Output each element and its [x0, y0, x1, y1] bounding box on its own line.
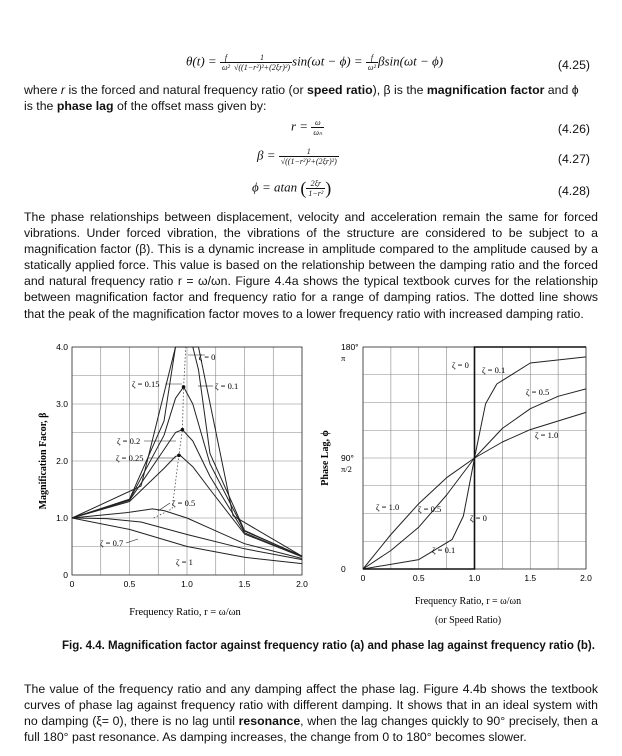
x-axis-label: Frequency Ratio, r = ω/ωn	[129, 607, 241, 618]
x-axis-sublabel: (or Speed Ratio)	[434, 615, 502, 626]
theta-mid: sin(ωt − ϕ) =	[292, 53, 363, 69]
x-tick-label: 0	[69, 579, 75, 589]
x-tick-label: 0.5	[412, 573, 425, 583]
x-tick-label: 0	[360, 573, 366, 583]
annotation-leader	[158, 503, 170, 511]
equation-4-25	[186, 53, 443, 72]
peak-marker	[177, 454, 181, 458]
x-tick-label: 1.5	[238, 579, 251, 589]
beta-fraction: $\frac{1}{\text{√((1−r²)²+(2ξr)²)}}$	[280, 147, 337, 166]
zeta-annotation: ζ = 0.7	[100, 538, 124, 548]
body-paragraph-2: The value of the frequency ratio and any damping affect the phase lag. Figure 4.4b shows the textbook curves of phase lag against frequency ratio with different damping. It shows that in an ideal system with no damping (ξ= 0), there is no lag until resonance, when the lag changes quickly to 90° precisely, then a full 180° past resonance. As damping increases, the change from 0 to 180° becomes slower.	[24, 682, 598, 745]
chart-phase-lag	[320, 342, 592, 626]
zeta-annotation: ζ = 0	[198, 352, 216, 362]
x-tick-label: 1.0	[181, 579, 193, 589]
zeta-annotation: ζ = 1	[176, 557, 193, 567]
y-tick-label: 1.0	[56, 513, 68, 523]
zeta-annotation: ζ = 0.1	[482, 365, 506, 375]
zeta-annotation: ζ = 0.2	[117, 436, 141, 446]
phi-fraction: $\frac{2\xi r}{\text{1−r²}}$	[308, 179, 324, 198]
zeta-annotation: ζ = 0.25	[116, 453, 144, 463]
figure-caption: Fig. 4.4. Magnification factor against frequency ratio (a) and phase lag against frequency ratio (b).	[62, 640, 595, 652]
y-tick-label: 90°	[341, 453, 354, 463]
peak-marker	[181, 428, 185, 432]
omega-over-omega-n: $\frac{\omega}{\text{ωₙ}}$	[313, 118, 323, 137]
f-over-omega2: $\frac{f}{\text{ω²}}$	[221, 53, 230, 72]
body-paragraph-1: The phase relationships between displacement, velocity and acceleration remain the same for forced vibrations. Under forced vibration, the vibrations of the structure are considered to be subject to a magnification factor (β). This is a dynamic increase in amplitude compared to the amplitude caused by a statically applied force. This value is based on the relationship between the damping ratio and the forced and natural frequency ratio r = ω/ωn. Figure 4.4a shows the typical textbook curves for the relationship between magnification factor and frequency ratio for a range of damping ratios. The dotted line shows that the peak of the magnification factor moves to a lower frequency ratio with increased damping ratio.	[24, 210, 598, 321]
y-tick-label: 3.0	[56, 399, 68, 409]
equation-4-26: r = $\frac{\omega}{\text{ωₙ}}$	[291, 118, 323, 137]
y-tick-label: 0	[63, 570, 68, 580]
chart-magnification-factor	[38, 342, 308, 618]
equation-number-4-25: (4.25)	[557, 58, 590, 72]
x-tick-label: 1.0	[468, 573, 481, 583]
theta-lhs: θ(t) =	[186, 53, 217, 69]
y-tick-label: 2.0	[56, 456, 68, 466]
y-tick-label: 180°	[341, 342, 359, 352]
y-tick-label: 0	[341, 564, 346, 574]
annotation-leader	[126, 539, 138, 543]
peak-marker	[182, 385, 186, 389]
zeta-annotation: ζ = 1.0	[535, 430, 559, 440]
y-tick-label-alt: π	[341, 353, 346, 363]
zeta-annotation: ζ = 0.1	[215, 381, 239, 391]
zeta-annotation: ζ = 0	[470, 513, 487, 523]
theta-rhs: βsin(ωt − ϕ)	[377, 53, 444, 69]
where-paragraph: where r is the forced and natural frequency ratio (or speed ratio), β is the magnification factor and ϕ is the phase lag of the offset mass given by:	[24, 83, 579, 114]
zeta-annotation: ζ = 0.5	[172, 498, 196, 508]
equation-4-27: β = $\frac{1}{\text{√((1−r²)²+(2ξr)²)}}$	[257, 147, 337, 166]
equation-4-28: ϕ = atan ( $\frac{2\xi r}{\text{1−r²}}$ )	[252, 178, 332, 198]
zeta-annotation: ζ = 0.5	[526, 387, 550, 397]
zeta-annotation: ζ = 1.0	[376, 502, 400, 512]
y-tick-label-alt: π/2	[341, 464, 352, 474]
equation-number-4-28: (4.28)	[557, 184, 590, 198]
magnification-fraction: $\frac{1}{\text{√((1−r²)²+(2ξr)²)}}$	[233, 53, 291, 72]
y-tick-label: 4.0	[56, 342, 68, 352]
zeta-annotation: ζ = 0.5	[418, 504, 442, 514]
f-over-omega2-2: $\frac{f}{\text{ω²}}$	[367, 53, 376, 72]
x-tick-label: 1.5	[524, 573, 537, 583]
zeta-annotation: ζ = 0	[452, 360, 469, 370]
y-axis-label: Phase Lag, ϕ	[320, 430, 331, 486]
x-tick-label: 2.0	[580, 573, 592, 583]
x-tick-label: 0.5	[123, 579, 136, 589]
zeta-annotation: ζ = 0.15	[132, 379, 160, 389]
x-axis-label: Frequency Ratio, r = ω/ωn	[414, 596, 522, 607]
equation-number-4-26: (4.26)	[557, 122, 590, 136]
x-tick-label: 2.0	[296, 579, 308, 589]
zeta-annotation: ζ = 0.1	[432, 545, 456, 555]
equation-number-4-27: (4.27)	[557, 152, 590, 166]
figure-4-4	[0, 340, 622, 640]
y-axis-label: Magnification Facor, β	[38, 412, 49, 510]
